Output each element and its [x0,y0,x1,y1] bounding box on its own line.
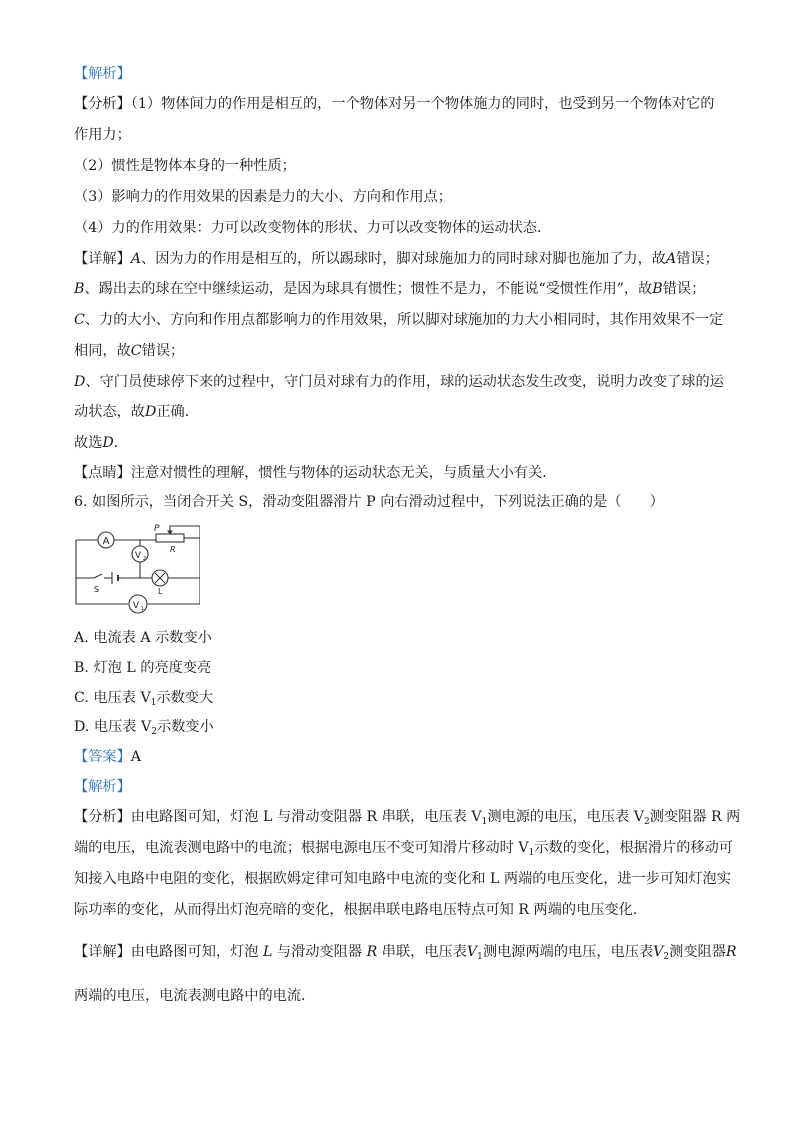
analysis-text: 测电源的电压，电压表 V [487,809,644,825]
sub: 1 [528,848,535,858]
detail-text: 测电源两端的电压，电压表 [482,944,654,960]
analysis-line-1b: 作用力； [74,127,131,143]
slider-label: P [154,524,160,534]
detail-tail: 错误； [676,251,719,267]
jiexi-heading-2: 【解析】 [74,779,131,795]
detail-tail: 错误； [141,343,185,359]
choose-text: 故选 [74,435,103,451]
detail-line-c2 [74,341,740,361]
option-tail: 示数变小 [156,719,214,735]
lamp-label: L [158,587,163,596]
analysis-line-3: （3）影响力的作用效果的因素是力的大小、方向和作用点； [74,189,452,205]
detail-text: 动状态，故 [74,404,145,420]
option-text: D. 电压表 V [74,719,152,735]
choose-line [74,433,740,453]
analysis-line-2: （2）惯性是物体本身的一种性质； [74,158,296,174]
detail-text: 与滑动变阻器 [276,944,363,960]
analysis-text: （1）物体间力的作用是相互的，一个物体对另一个物体施力的同时，也受到另一个物体对它的 [130,96,715,112]
detail-line-a [74,249,740,269]
daan-tag: 【答案】 [74,749,131,765]
jiexi-heading: 【解析】 [74,66,131,82]
circuit-diagram [70,518,200,618]
sub: 2 [643,817,650,827]
analysis-text: 端的电压，电流表测电路中的电流；根据电源电压不变可知滑片移动时 V [74,840,529,856]
analysis-text: 由电路图可知，灯泡 L 与滑动变阻器 R 串联，电压表 V [130,809,482,825]
sub: 1 [481,817,488,827]
dianjing-tag: 【点睛】 [74,465,131,481]
tip-text: 注意对惯性的理解，惯性与物体的运动状态无关，与质量大小有关． [130,465,557,481]
analysis2-line-2 [74,838,740,863]
ammeter-label: A [102,536,110,547]
answer-line [74,747,740,767]
detail-line-b [74,279,740,299]
rheostat-label: R [170,545,176,554]
option-tail: 示数变大 [156,690,214,706]
detail-text: 、踢出去的球在空中继续运动，是因为球具有惯性；惯性不是力，不能说“受惯性作用”，故 [84,281,653,297]
v2-sub: 2 [143,556,147,562]
v1-label: V [132,601,140,611]
option-sub: 1 [150,698,157,708]
analysis2-line-4: 际功率的变化，从而得出灯泡亮暗的变化，根据串联电路电压特点可知 R 两端的电压变化． [74,902,648,918]
fenxi-tag: 【分析】 [74,96,131,112]
analysis-text: 测变阻器 R 两 [649,809,741,825]
detail-tail: 错误； [662,281,706,297]
xiangjie-tag: 【详解】 [74,251,131,267]
detail-var: V [653,944,664,960]
option-sub: 2 [151,727,157,737]
option-letter: D [74,374,86,390]
analysis2-line-3: 知接入电路中电阻的变化，根据欧姆定律可知电路中电流的变化和 L 两端的电压变化，进一步可知灯泡实 [74,871,731,887]
v2-label: V [134,551,142,561]
detail-text: 、因为力的作用是相互的，所以踢球时，脚对球施加力的同时球对脚也施加了力，故 [141,251,666,267]
analysis-text: 示数的变化，根据滑片的移动可 [534,840,733,856]
switch-label: S [94,585,100,594]
option-d [74,717,740,742]
detail-var: L [262,944,273,960]
option-letter: C [130,343,142,359]
option-letter: A [130,251,142,267]
sub: 1 [477,952,483,962]
option-c [74,688,740,713]
detail2-line-2: 两端的电压，电流表测电路中的电流． [74,988,316,1004]
option-letter: D [144,404,157,420]
option-b: B. 灯泡 L 的亮度变亮 [74,660,212,676]
detail-var: R [366,944,378,960]
option-letter: B [74,281,85,297]
sub: 2 [663,952,670,962]
detail-line-d [74,372,740,392]
detail-text: 、守门员使球停下来的过程中，守门员对球有力的作用，球的运动状态发生改变，说明力改变了球的运 [85,374,724,390]
detail-var: R [725,944,737,960]
choose-letter: D [102,435,114,451]
question-stem: 6. 如图所示，当闭合开关 S，滑动变阻器滑片 P 向右滑动过程中，下列说法正确的是（ ） [74,494,664,510]
option-text: C. 电压表 V [74,690,151,706]
choose-tail: ． [113,435,128,451]
option-letter: A [665,251,677,267]
analysis-line-4: （4）力的作用效果：力可以改变物体的形状、力可以改变物体的运动状态． [74,220,552,236]
option-letter: B [652,281,663,297]
tip-line [74,463,740,483]
analysis-line-1 [74,94,740,114]
option-letter: C [74,312,85,328]
detail-line-d2 [74,402,740,422]
detail-text: 串联，电压表 [381,944,467,960]
detail-tail: 正确． [156,404,199,420]
fenxi-tag: 【分析】 [74,809,131,825]
detail-text: 相同，故 [74,343,131,359]
detail-line-c [74,310,740,330]
detail-text: 、力的大小、方向和作用点都影响力的作用效果，所以脚对球施加的力大小相同时，其作用效果不一定 [84,312,724,328]
detail-var: V [466,944,478,960]
v1-sub: 1 [141,606,145,612]
answer-value: A [130,749,142,765]
xiangjie-tag: 【详解】 [74,944,131,960]
detail-text: 测变阻器 [669,944,726,960]
analysis2-line-1 [74,807,740,832]
detail2-line-1 [74,942,740,967]
option-a: A. 电流表 A 示数变小 [74,630,212,646]
detail-text: 由电路图可知，灯泡 [130,944,259,960]
